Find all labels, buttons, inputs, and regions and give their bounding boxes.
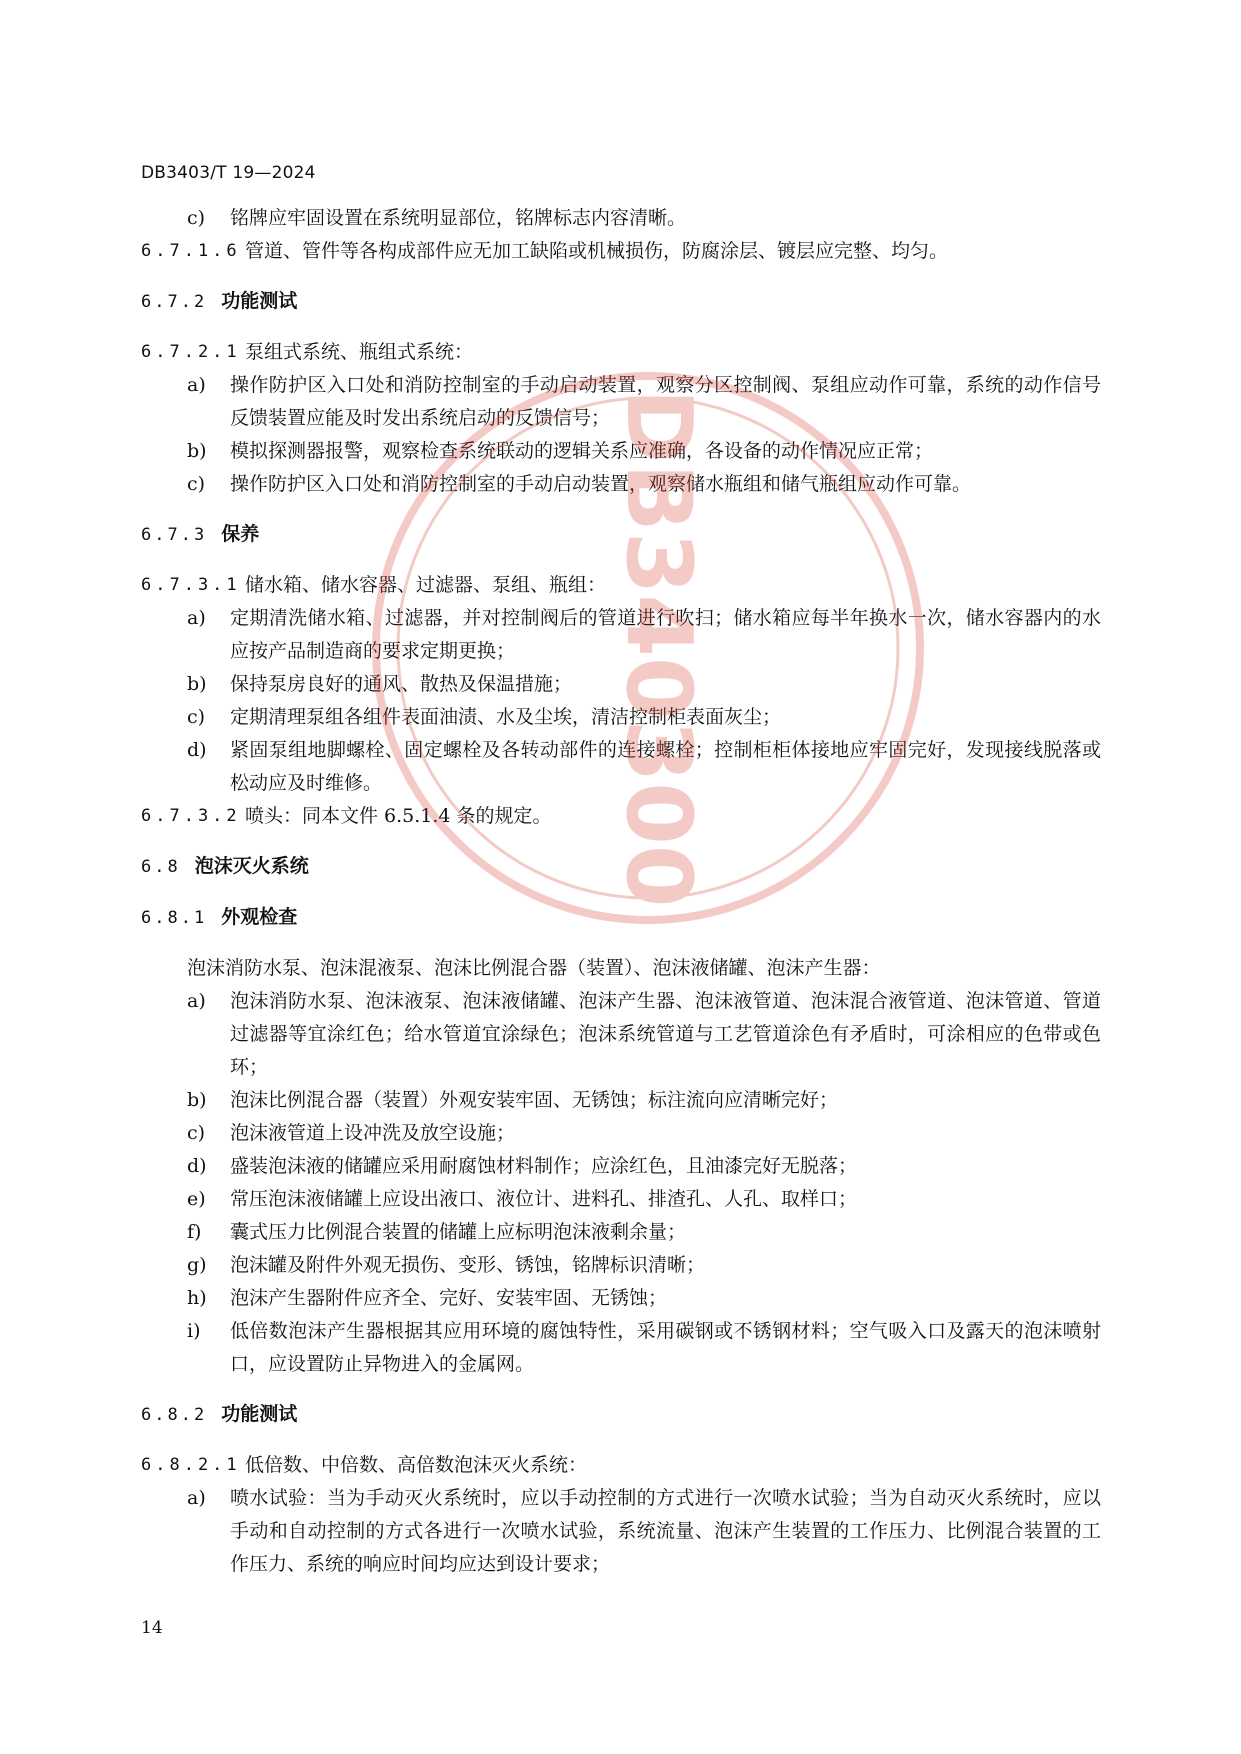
list-marker: b)	[187, 673, 207, 695]
section-title: 保养	[221, 523, 260, 545]
list-marker: h)	[187, 1287, 207, 1309]
clause-text: 喷头：同本文件 6.5.1.4 条的规定。	[245, 805, 552, 827]
list-item-text: 泡沫消防水泵、泡沫液泵、泡沫液储罐、泡沫产生器、泡沫液管道、泡沫混合液管道、泡沫管道、管道过滤器等宜涂红色；给水管道宜涂绿色；泡沫系统管道与工艺管道涂色有矛盾时，可涂相应的色带或色环；	[230, 990, 1101, 1078]
list-item-text: 囊式压力比例混合装置的储罐上应标明泡沫液剩余量；	[230, 1221, 687, 1243]
clause	[141, 1449, 1101, 1482]
section-heading	[141, 850, 1101, 884]
section-number: 6.7.3	[141, 525, 208, 545]
clause	[141, 336, 1101, 369]
clause-text: 低倍数、中倍数、高倍数泡沫灭火系统：	[245, 1454, 588, 1476]
list-item	[141, 1216, 1101, 1249]
list-item	[141, 202, 1101, 235]
list-marker: b)	[187, 1089, 207, 1111]
list-item-text: 常压泡沫液储罐上应设出液口、液位计、进料孔、排渣孔、人孔、取样口；	[230, 1188, 858, 1210]
list-item	[141, 1249, 1101, 1282]
list-item	[141, 985, 1101, 1084]
list-item	[141, 734, 1101, 800]
page-number: 14	[141, 1618, 163, 1638]
list-item	[141, 1117, 1101, 1150]
list-item-text: 铭牌应牢固设置在系统明显部位，铭牌标志内容清晰。	[230, 207, 687, 229]
list-marker: a)	[187, 607, 206, 629]
section-heading	[141, 901, 1101, 935]
list-marker: c)	[187, 706, 206, 728]
clause-text: 管道、管件等各构成部件应无加工缺陷或机械损伤，防腐涂层、镀层应完整、均匀。	[245, 240, 949, 262]
clause-number: 6.8.2.1	[141, 1455, 241, 1475]
list-marker: i)	[187, 1320, 201, 1342]
list-item	[141, 668, 1101, 701]
clause	[141, 800, 1101, 833]
list-marker: c)	[187, 1122, 206, 1144]
list-marker: b)	[187, 440, 207, 462]
list-marker: d)	[187, 1155, 207, 1177]
list-item-text: 盛装泡沫液的储罐应采用耐腐蚀材料制作；应涂红色，且油漆完好无脱落；	[230, 1155, 858, 1177]
clause	[141, 235, 1101, 268]
section-title: 外观检查	[221, 906, 298, 928]
list-item-text: 操作防护区入口处和消防控制室的手动启动装置，观察分区控制阀、泵组应动作可靠，系统的动作信号反馈装置应能及时发出系统启动的反馈信号；	[230, 374, 1101, 429]
list-item-text: 定期清理泵组各组件表面油渍、水及尘埃，清洁控制柜表面灰尘；	[230, 706, 782, 728]
list-item-text: 操作防护区入口处和消防控制室的手动启动装置，观察储水瓶组和储气瓶组应动作可靠。	[230, 473, 972, 495]
list-marker: a)	[187, 374, 206, 396]
list-item	[141, 468, 1101, 501]
list-item-text: 定期清洗储水箱、过滤器，并对控制阀后的管道进行吹扫；储水箱应每半年换水一次，储水容器内的水应按产品制造商的要求定期更换；	[230, 607, 1101, 662]
list-marker: a)	[187, 990, 206, 1012]
list-item-text: 泡沫罐及附件外观无损伤、变形、锈蚀，铭牌标识清晰；	[230, 1254, 706, 1276]
section-heading	[141, 285, 1101, 319]
page-body	[141, 202, 1101, 1581]
list-marker: c)	[187, 473, 206, 495]
section-title: 功能测试	[221, 290, 298, 312]
section-number: 6.8	[141, 857, 181, 877]
list-item-text: 泡沫比例混合器（装置）外观安装牢固、无锈蚀；标注流向应清晰完好；	[230, 1089, 839, 1111]
section-heading	[141, 1398, 1101, 1432]
list-item-text: 保持泵房良好的通风、散热及保温措施；	[230, 673, 573, 695]
list-item	[141, 1183, 1101, 1216]
clause-text: 泵组式系统、瓶组式系统：	[245, 341, 474, 363]
clause-number: 6.7.3.1	[141, 575, 241, 595]
clause-number: 6.7.1.6	[141, 241, 241, 261]
section-heading	[141, 518, 1101, 552]
list-marker: g)	[187, 1254, 207, 1276]
list-item-text: 泡沫液管道上设冲洗及放空设施；	[230, 1122, 516, 1144]
list-item	[141, 1282, 1101, 1315]
list-marker: d)	[187, 739, 207, 761]
list-item	[141, 1482, 1101, 1581]
list-item	[141, 1150, 1101, 1183]
list-item-text: 泡沫产生器附件应齐全、完好、安装牢固、无锈蚀；	[230, 1287, 668, 1309]
list-item	[141, 435, 1101, 468]
list-marker: c)	[187, 207, 206, 229]
list-item-text: 喷水试验：当为手动灭火系统时，应以手动控制的方式进行一次喷水试验；当为自动灭火系统时，应以手动和自动控制的方式各进行一次喷水试验，系统流量、泡沫产生装置的工作压力、比例混合装置的工作压力、系统的响应时间均应达到设计要求；	[230, 1487, 1101, 1575]
list-item	[141, 369, 1101, 435]
clause-number: 6.7.3.2	[141, 806, 241, 826]
list-item-text: 紧固泵组地脚螺栓、固定螺栓及各转动部件的连接螺栓；控制柜柜体接地应牢固完好，发现接线脱落或松动应及时维修。	[230, 739, 1101, 794]
paragraph: 泡沫消防水泵、泡沫混液泵、泡沫比例混合器（装置）、泡沫液储罐、泡沫产生器：	[187, 957, 881, 979]
section-number: 6.7.2	[141, 292, 208, 312]
section-title: 功能测试	[221, 1403, 298, 1425]
list-item	[141, 1315, 1101, 1381]
list-item-text: 模拟探测器报警，观察检查系统联动的逻辑关系应准确，各设备的动作情况应正常；	[230, 440, 934, 462]
list-marker: a)	[187, 1487, 206, 1509]
document-number: DB3403/T 19—2024	[141, 163, 316, 183]
list-item	[141, 602, 1101, 668]
list-item	[141, 701, 1101, 734]
clause-number: 6.7.2.1	[141, 342, 241, 362]
list-marker: e)	[187, 1188, 206, 1210]
section-number: 6.8.1	[141, 908, 208, 928]
clause	[141, 569, 1101, 602]
list-item	[141, 1084, 1101, 1117]
section-title: 泡沫灭火系统	[194, 855, 309, 877]
clause-text: 储水箱、储水容器、过滤器、泵组、瓶组：	[245, 574, 607, 596]
seal-center-text: DB340300	[606, 388, 711, 908]
section-number: 6.8.2	[141, 1405, 208, 1425]
list-item-text: 低倍数泡沫产生器根据其应用环境的腐蚀特性，采用碳钢或不锈钢材料；空气吸入口及露天的泡沫喷射口，应设置防止异物进入的金属网。	[230, 1320, 1101, 1375]
list-marker: f)	[187, 1221, 202, 1243]
